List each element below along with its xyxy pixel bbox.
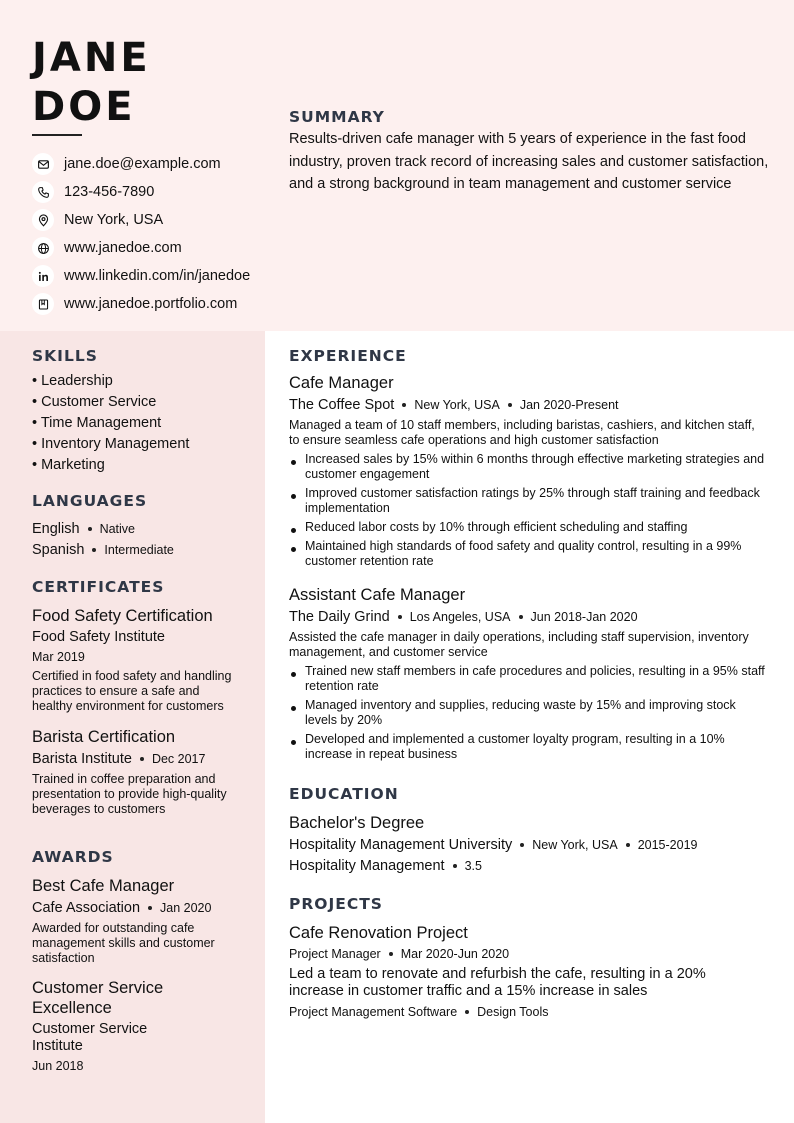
job-location: Los Angeles, USA — [409, 610, 511, 624]
certificate-name: Food Safety Certification — [32, 607, 213, 625]
award-name: Best Cafe Manager — [32, 877, 175, 895]
separator-dot — [398, 615, 402, 619]
project-tool: Design Tools — [477, 1005, 549, 1019]
awards-title: AWARDS — [32, 848, 114, 866]
job-meta — [289, 608, 775, 626]
separator-dot — [626, 843, 630, 847]
certificate-issuer: Barista Institute — [32, 751, 132, 767]
certificate-date: Dec 2017 — [151, 752, 206, 766]
language-item — [32, 518, 247, 539]
achievement-item: Trained new staff members in cafe procedures and policies, resulting in a 95% staff retention rate — [289, 664, 767, 694]
job-dates: Jan 2020-Present — [519, 398, 619, 412]
language-level: Intermediate — [104, 542, 174, 557]
portfolio-icon — [32, 293, 54, 315]
language-name: Spanish — [32, 541, 85, 558]
project-tool: Project Management Software — [289, 1005, 458, 1019]
award-issuer: Customer Service Institute — [32, 1021, 148, 1054]
linkedin-icon — [32, 265, 54, 287]
name-line-last: DOE — [32, 84, 136, 130]
award-date: Jun 2018 — [32, 1059, 84, 1073]
achievement-item: Developed and implemented a customer loyalty program, resulting in a 10% increase in repeat business — [289, 732, 767, 762]
award-name: Customer Service Excellence — [32, 979, 164, 1017]
contact-phone-text: 123-456-7890 — [64, 184, 155, 200]
achievement-item: Increased sales by 15% within 6 months through effective marketing strategies and customer engagement — [289, 452, 767, 482]
skill-item: • Marketing — [32, 457, 105, 473]
skills-section — [32, 347, 247, 476]
experience-section — [289, 347, 775, 766]
separator-dot — [465, 1010, 469, 1014]
separator-dot — [92, 548, 96, 552]
certificate-description: Trained in coffee preparation and presentation to provide high-quality beverages to customers — [32, 772, 227, 816]
award-meta — [32, 899, 232, 917]
project-dates: Mar 2020-Jun 2020 — [400, 947, 510, 961]
education-field-row — [289, 857, 775, 875]
education-dates: 2015-2019 — [637, 838, 698, 852]
separator-dot — [402, 403, 406, 407]
certificate-name: Barista Certification — [32, 728, 176, 746]
skill-item: • Inventory Management — [32, 436, 190, 452]
languages-section — [32, 492, 247, 560]
education-title: EDUCATION — [289, 785, 399, 803]
mail-icon — [32, 153, 54, 175]
globe-icon — [32, 237, 54, 259]
languages-title: LANGUAGES — [32, 492, 148, 510]
contact-location — [32, 206, 250, 234]
job-dates: Jun 2018-Jan 2020 — [530, 610, 638, 624]
job-title: Assistant Cafe Manager — [289, 586, 466, 604]
job-meta — [289, 396, 775, 414]
awards-section — [32, 848, 232, 1073]
achievement-item: Improved customer satisfaction ratings by 25% through staff training and feedback implementation — [289, 486, 767, 516]
certificates-section — [32, 578, 232, 817]
certificate-date: Mar 2019 — [32, 650, 85, 664]
certificate-issuer: Food Safety Institute — [32, 629, 165, 645]
separator-dot — [148, 906, 152, 910]
certificate-meta — [32, 750, 232, 768]
summary-section — [289, 108, 774, 196]
phone-icon — [32, 181, 54, 203]
skills-title: SKILLS — [32, 347, 98, 365]
job-title: Cafe Manager — [289, 374, 394, 392]
job-description: Managed a team of 10 staff members, including baristas, cashiers, and kitchen staff, to ensure seamless cafe operations and high customer satisfaction — [289, 418, 755, 447]
contact-portfolio[interactable] — [32, 290, 250, 318]
project-name: Cafe Renovation Project — [289, 924, 468, 942]
separator-dot — [88, 527, 92, 531]
education-meta — [289, 836, 775, 854]
achievement-item: Maintained high standards of food safety and quality control, resulting in a 99% customer retention rate — [289, 539, 767, 569]
skill-item: • Customer Service — [32, 394, 157, 410]
contact-website-text: www.janedoe.com — [64, 240, 182, 256]
education-school: Hospitality Management University — [289, 837, 513, 853]
language-item — [32, 539, 247, 560]
award-date: Jan 2020 — [160, 901, 212, 915]
contact-linkedin[interactable] — [32, 262, 250, 290]
separator-dot — [508, 403, 512, 407]
achievement-item: Reduced labor costs by 10% through efficient scheduling and staffing — [289, 520, 767, 535]
contact-website[interactable] — [32, 234, 250, 262]
contact-email-text: jane.doe@example.com — [64, 156, 221, 172]
location-pin-icon — [32, 209, 54, 231]
name-line-first: JANE — [32, 35, 151, 81]
project-role: Project Manager — [289, 947, 381, 961]
job-location: New York, USA — [414, 398, 500, 412]
certificates-title: CERTIFICATES — [32, 578, 165, 596]
separator-dot — [389, 952, 393, 956]
education-field: Hospitality Management — [289, 858, 445, 874]
separator-dot — [453, 864, 457, 868]
job-company: The Daily Grind — [289, 609, 390, 625]
contact-location-text: New York, USA — [64, 212, 164, 228]
language-level: Native — [99, 521, 135, 536]
separator-dot — [520, 843, 524, 847]
candidate-name — [32, 34, 151, 132]
achievement-item: Managed inventory and supplies, reducing waste by 15% and improving stock levels by 20% — [289, 698, 767, 728]
contact-linkedin-text: www.linkedin.com/in/janedoe — [64, 268, 251, 284]
project-meta — [289, 945, 775, 963]
skill-item: • Leadership — [32, 373, 113, 389]
contact-portfolio-text: www.janedoe.portfolio.com — [64, 296, 238, 312]
projects-title: PROJECTS — [289, 895, 383, 913]
project-tools — [289, 1003, 775, 1021]
education-degree: Bachelor's Degree — [289, 814, 425, 832]
projects-section — [289, 895, 775, 1021]
certificate-description: Certified in food safety and handling practices to ensure a safe and healthy environment for customers — [32, 669, 232, 713]
skills-list — [32, 371, 247, 476]
award-description: Awarded for outstanding cafe management skills and customer satisfaction — [32, 921, 215, 965]
project-description: Led a team to renovate and refurbish the cafe, resulting in a 20% increase in customer traffic and a 15% increase in sales — [289, 966, 706, 999]
contact-phone[interactable] — [32, 178, 250, 206]
separator-dot — [519, 615, 523, 619]
education-gpa: 3.5 — [464, 859, 482, 873]
separator-dot — [140, 757, 144, 761]
skill-item: • Time Management — [32, 415, 162, 431]
contact-email[interactable] — [32, 150, 250, 178]
job-achievements — [289, 452, 767, 569]
summary-title: SUMMARY — [289, 108, 385, 126]
education-section — [289, 785, 775, 875]
name-divider — [32, 134, 82, 136]
education-location: New York, USA — [532, 838, 618, 852]
experience-title: EXPERIENCE — [289, 347, 407, 365]
language-name: English — [32, 520, 80, 537]
job-achievements — [289, 664, 767, 762]
contact-list — [32, 150, 250, 318]
job-company: The Coffee Spot — [289, 397, 395, 413]
job-description: Assisted the cafe manager in daily operations, including staff supervision, inventory management, and customer service — [289, 630, 749, 659]
summary-text: Results-driven cafe manager with 5 years of experience in the fast food industry, proven track record of increasing sales and customer satisfaction, and a strong background in team management and customer service — [289, 131, 769, 192]
award-issuer: Cafe Association — [32, 900, 141, 916]
